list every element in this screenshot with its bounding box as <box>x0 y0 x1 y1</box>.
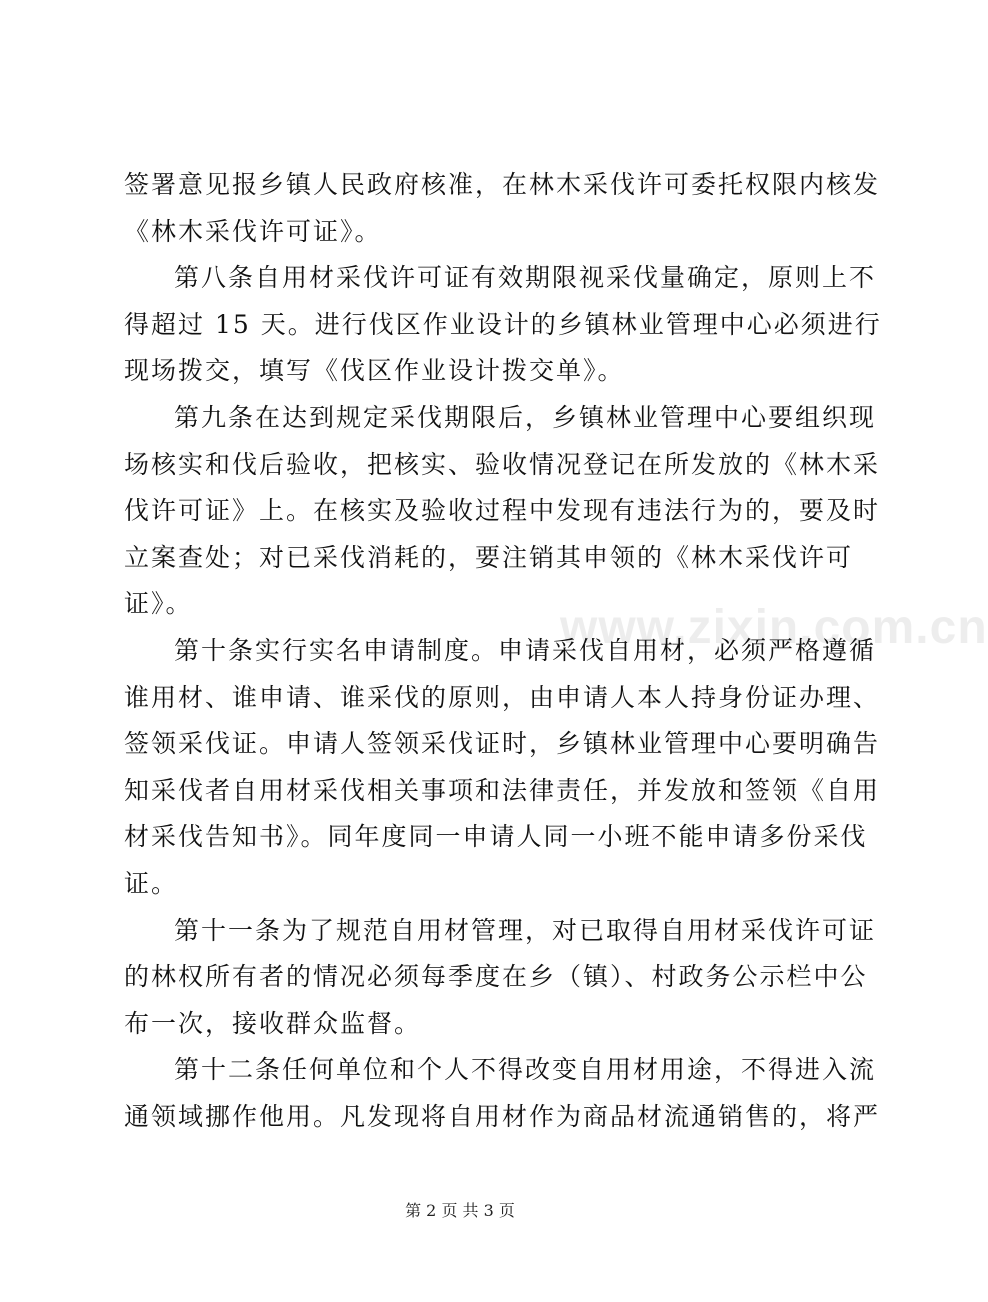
watermark: www.zixin.com.cn <box>560 601 988 654</box>
text-line: 签署意见报乡镇人民政府核准，在林木采伐许可委托权限内核发 <box>124 170 881 199</box>
article-11-heading-line: 第十一条为了规范自用材管理，对已取得自用材采伐许可证 <box>174 915 877 945</box>
text-line: 的林权所有者的情况必须每季度在乡（镇）、村政务公示栏中公 <box>124 962 868 992</box>
text-line: 场核实和伐后验收，把核实、验收情况登记在所发放的《林木采 <box>124 449 881 479</box>
article-10-heading-line: 第十条实行实名申请制度。申请采伐自用材，必须严格遵循 <box>174 635 877 665</box>
text-line: 证》。 <box>124 589 193 619</box>
article-12-heading-line: 第十二条任何单位和个人不得改变自用材用途，不得进入流 <box>174 1055 877 1085</box>
document-body <box>124 162 882 1140</box>
page-footer: 第 2 页 共 3 页 <box>405 1201 515 1220</box>
text-line: 材采伐告知书》。同年度同一申请人同一小班不能申请多份采伐 <box>124 822 868 852</box>
text-line: 签领采伐证。申请人签领采伐证时，乡镇林业管理中心要明确告 <box>124 729 881 759</box>
text-line: 通领域挪作他用。凡发现将自用材作为商品材流通销售的，将严 <box>124 1101 881 1131</box>
article-8-heading-line: 第八条自用材采伐许可证有效期限视采伐量确定，原则上不 <box>174 263 877 293</box>
text-line: 谁用材、谁申请、谁采伐的原则，由申请人本人持身份证办理、 <box>124 682 881 712</box>
text-line: 现场拨交，填写《伐区作业设计拨交单》。 <box>124 356 625 386</box>
text-line: 证。 <box>124 868 179 898</box>
text-line: 《林木采伐许可证》。 <box>124 216 382 246</box>
article-9-heading-line: 第九条在达到规定采伐期限后，乡镇林业管理中心要组织现 <box>174 402 877 432</box>
text-line: 得超过 15 天。进行伐区作业设计的乡镇林业管理中心必须进行 <box>124 309 882 339</box>
text-line: 知采伐者自用材采伐相关事项和法律责任，并发放和签领《自用 <box>124 775 881 805</box>
text-line: 立案查处；对已采伐消耗的，要注销其申领的《林木采伐许可 <box>124 542 854 572</box>
text-line: 伐许可证》上。在核实及验收过程中发现有违法行为的，要及时 <box>124 496 881 526</box>
text-line: 布一次，接收群众监督。 <box>124 1008 422 1038</box>
